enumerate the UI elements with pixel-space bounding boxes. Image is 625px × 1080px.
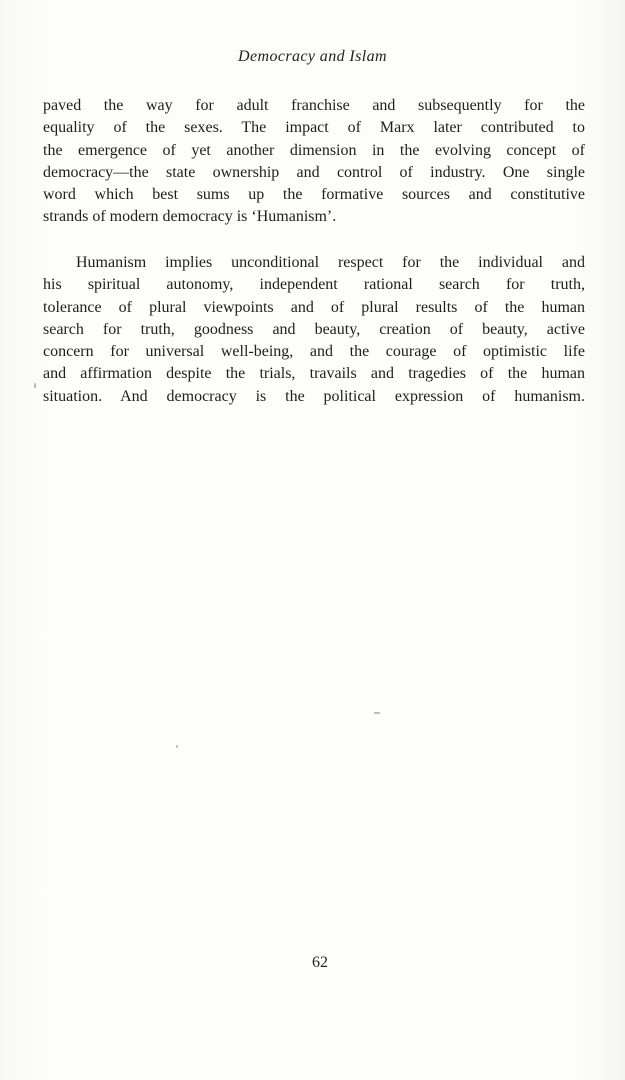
text-line: and affirmation despite the trials, travails and tragedies of the human (43, 365, 585, 383)
text-line: his spiritual autonomy, independent rational search for truth, (43, 276, 585, 294)
text-line: the emergence of yet another dimension in the evolving concept of (43, 141, 585, 159)
text-line: search for truth, goodness and beauty, creation of beauty, active (43, 320, 585, 338)
text-line: Humanism implies unconditional respect for the individual and (76, 254, 585, 271)
running-head: Democracy and Islam (238, 48, 387, 65)
text-line: democracy—the state ownership and control of industry. One single (43, 163, 585, 181)
paper-speck (34, 383, 36, 388)
text-line: tolerance of plural viewpoints and of plural results of the human (43, 298, 585, 316)
text-line: equality of the sexes. The impact of Marx later contributed to (43, 119, 585, 137)
paper-speck (176, 745, 178, 748)
paragraph-1 (43, 95, 585, 229)
page-number: 62 (312, 954, 328, 971)
text-line: situation. And democracy is the political expression of humanism. (43, 387, 585, 405)
text-line: strands of modern democracy is ‘Humanism’. (43, 208, 337, 226)
paragraph-2 (43, 252, 585, 408)
paper-speck (374, 712, 380, 714)
text-line: paved the way for adult franchise and subsequently for the (43, 97, 585, 114)
text-line: concern for universal well-being, and the courage of optimistic life (43, 343, 585, 361)
text-line: word which best sums up the formative sources and constitutive (43, 186, 585, 204)
